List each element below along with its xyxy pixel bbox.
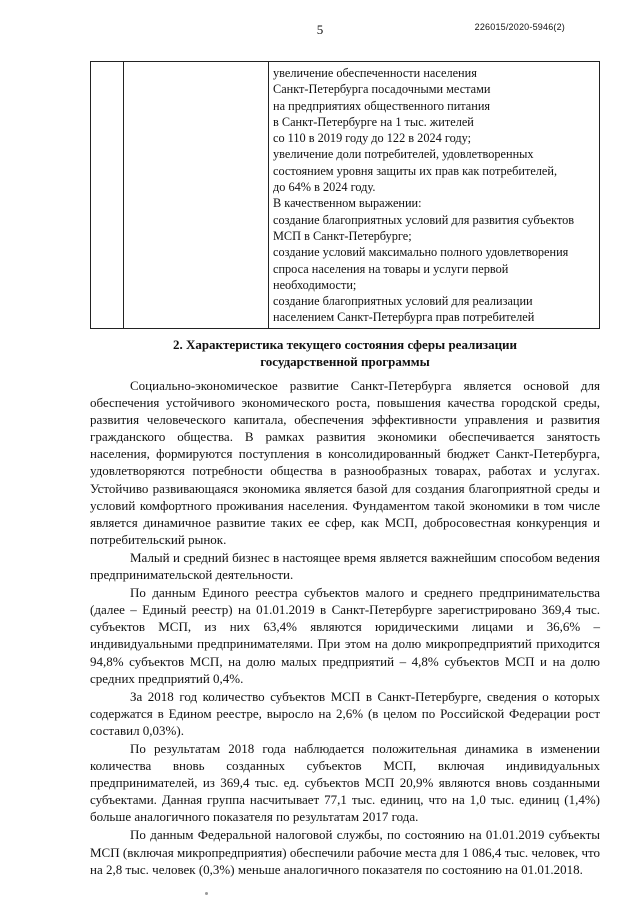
table-line: спроса населения на товары и услуги первой — [273, 261, 509, 276]
table-line: увеличение доли потребителей, удовлетворенных — [273, 147, 534, 162]
goals-table — [90, 61, 600, 329]
body-text — [90, 377, 600, 878]
table-line: Санкт-Петербурга посадочными местами — [273, 82, 491, 97]
paragraph: Малый и средний бизнес в настоящее время является важнейшим способом ведения предпринимательской деятельности. — [90, 549, 600, 583]
table-line: населением Санкт-Петербурга прав потребителей — [273, 310, 535, 325]
section-title — [90, 336, 600, 370]
table-line: создание благоприятных условий для реализации — [273, 294, 533, 309]
table-cell-label — [124, 62, 269, 329]
table-line: увеличение обеспеченности населения — [273, 66, 477, 80]
table-line: создание условий максимально полного удовлетворения — [273, 245, 569, 260]
paragraph: По данным Федеральной налоговой службы, по состоянию на 01.01.2019 субъекты МСП (включая микропредприятия) обеспечили рабочие места для 1 086,4 тыс. человек, что на 2,8 тыс. человек (0,3%) меньше аналогичного показателя по состоянию на 01.01.2018. — [90, 827, 600, 877]
table-line: на предприятиях общественного питания — [273, 98, 491, 113]
scan-speck — [205, 892, 208, 895]
table-line: до 64% в 2024 году. — [273, 180, 376, 195]
table-row — [91, 62, 600, 329]
table-line: В качественном выражении: — [273, 196, 422, 211]
table-line: со 110 в 2019 году до 122 в 2024 году; — [273, 131, 472, 146]
table-line: в Санкт-Петербурге на 1 тыс. жителей — [273, 114, 474, 129]
paragraph: Социально-экономическое развитие Санкт-Петербурга является основой для обеспечения устойчивого экономического роста, повышения качества городской среды, развития человеческого капитала, обеспечения эффективности управления и развития гражданского общества. В рамках развития экономики обеспечивается занятость населения, формируются поступления в консолидированный бюджет Санкт-Петербурга, удовлетворяются потребности общества в разнообразных товарах, работах и услугах. Устойчиво развивающаяся экономика является базой для создания благоприятной среды и условий комфортного проживания населения. Фундаментом такой экономики в том числе является динамичное развитие таких ее сфер, как МСП, добросовестная конкуренция и потребительский рынок. — [90, 378, 600, 547]
section-title-line-1: 2. Характеристика текущего состояния сферы реализации — [172, 337, 518, 352]
page-number: 5 — [316, 22, 324, 37]
table-line: необходимости; — [273, 277, 357, 292]
table-line: МСП в Санкт-Петербурге; — [273, 228, 412, 243]
paragraph: За 2018 год количество субъектов МСП в Санкт-Петербурге, сведения о которых содержатся в Едином реестре, выросло на 2,6% (в целом по Российской Федерации рост составил 0,03%). — [90, 688, 600, 738]
paragraph: По данным Единого реестра субъектов малого и среднего предпринимательства (далее – Единый реестр) на 01.01.2019 в Санкт-Петербурге зарегистрировано 369,4 тыс. субъектов МСП, из них 63,4% являются юридическими лицами и 36,6% – индивидуальными предпринимателями. При этом на долю микропредприятий приходится 94,8% субъектов МСП, на долю малых предприятий – 4,8% субъектов МСП и на долю средних предприятий 0,4%. — [90, 585, 600, 686]
table-cell-content — [269, 62, 600, 329]
paragraph: По результатам 2018 года наблюдается положительная динамика в изменении количества вновь созданных субъектов МСП, включая индивидуальных предпринимателей, из 369,4 тыс. ед. субъектов МСП 20,9% являются вновь созданными субъектами. Данная группа насчитывает 77,1 тыс. единиц, что на 1,0 тыс. единиц (1,4%) больше аналогичного показателя по результатам 2017 года. — [90, 740, 600, 825]
document-code: 226015/2020-5946(2) — [474, 22, 565, 32]
section-title-line-2: государственной программы — [260, 354, 430, 369]
table-line: создание благоприятных условий для развития субъектов — [273, 212, 575, 227]
table-line: состоянием уровня защиты их прав как потребителей, — [273, 163, 558, 178]
table-cell-number — [91, 62, 124, 329]
